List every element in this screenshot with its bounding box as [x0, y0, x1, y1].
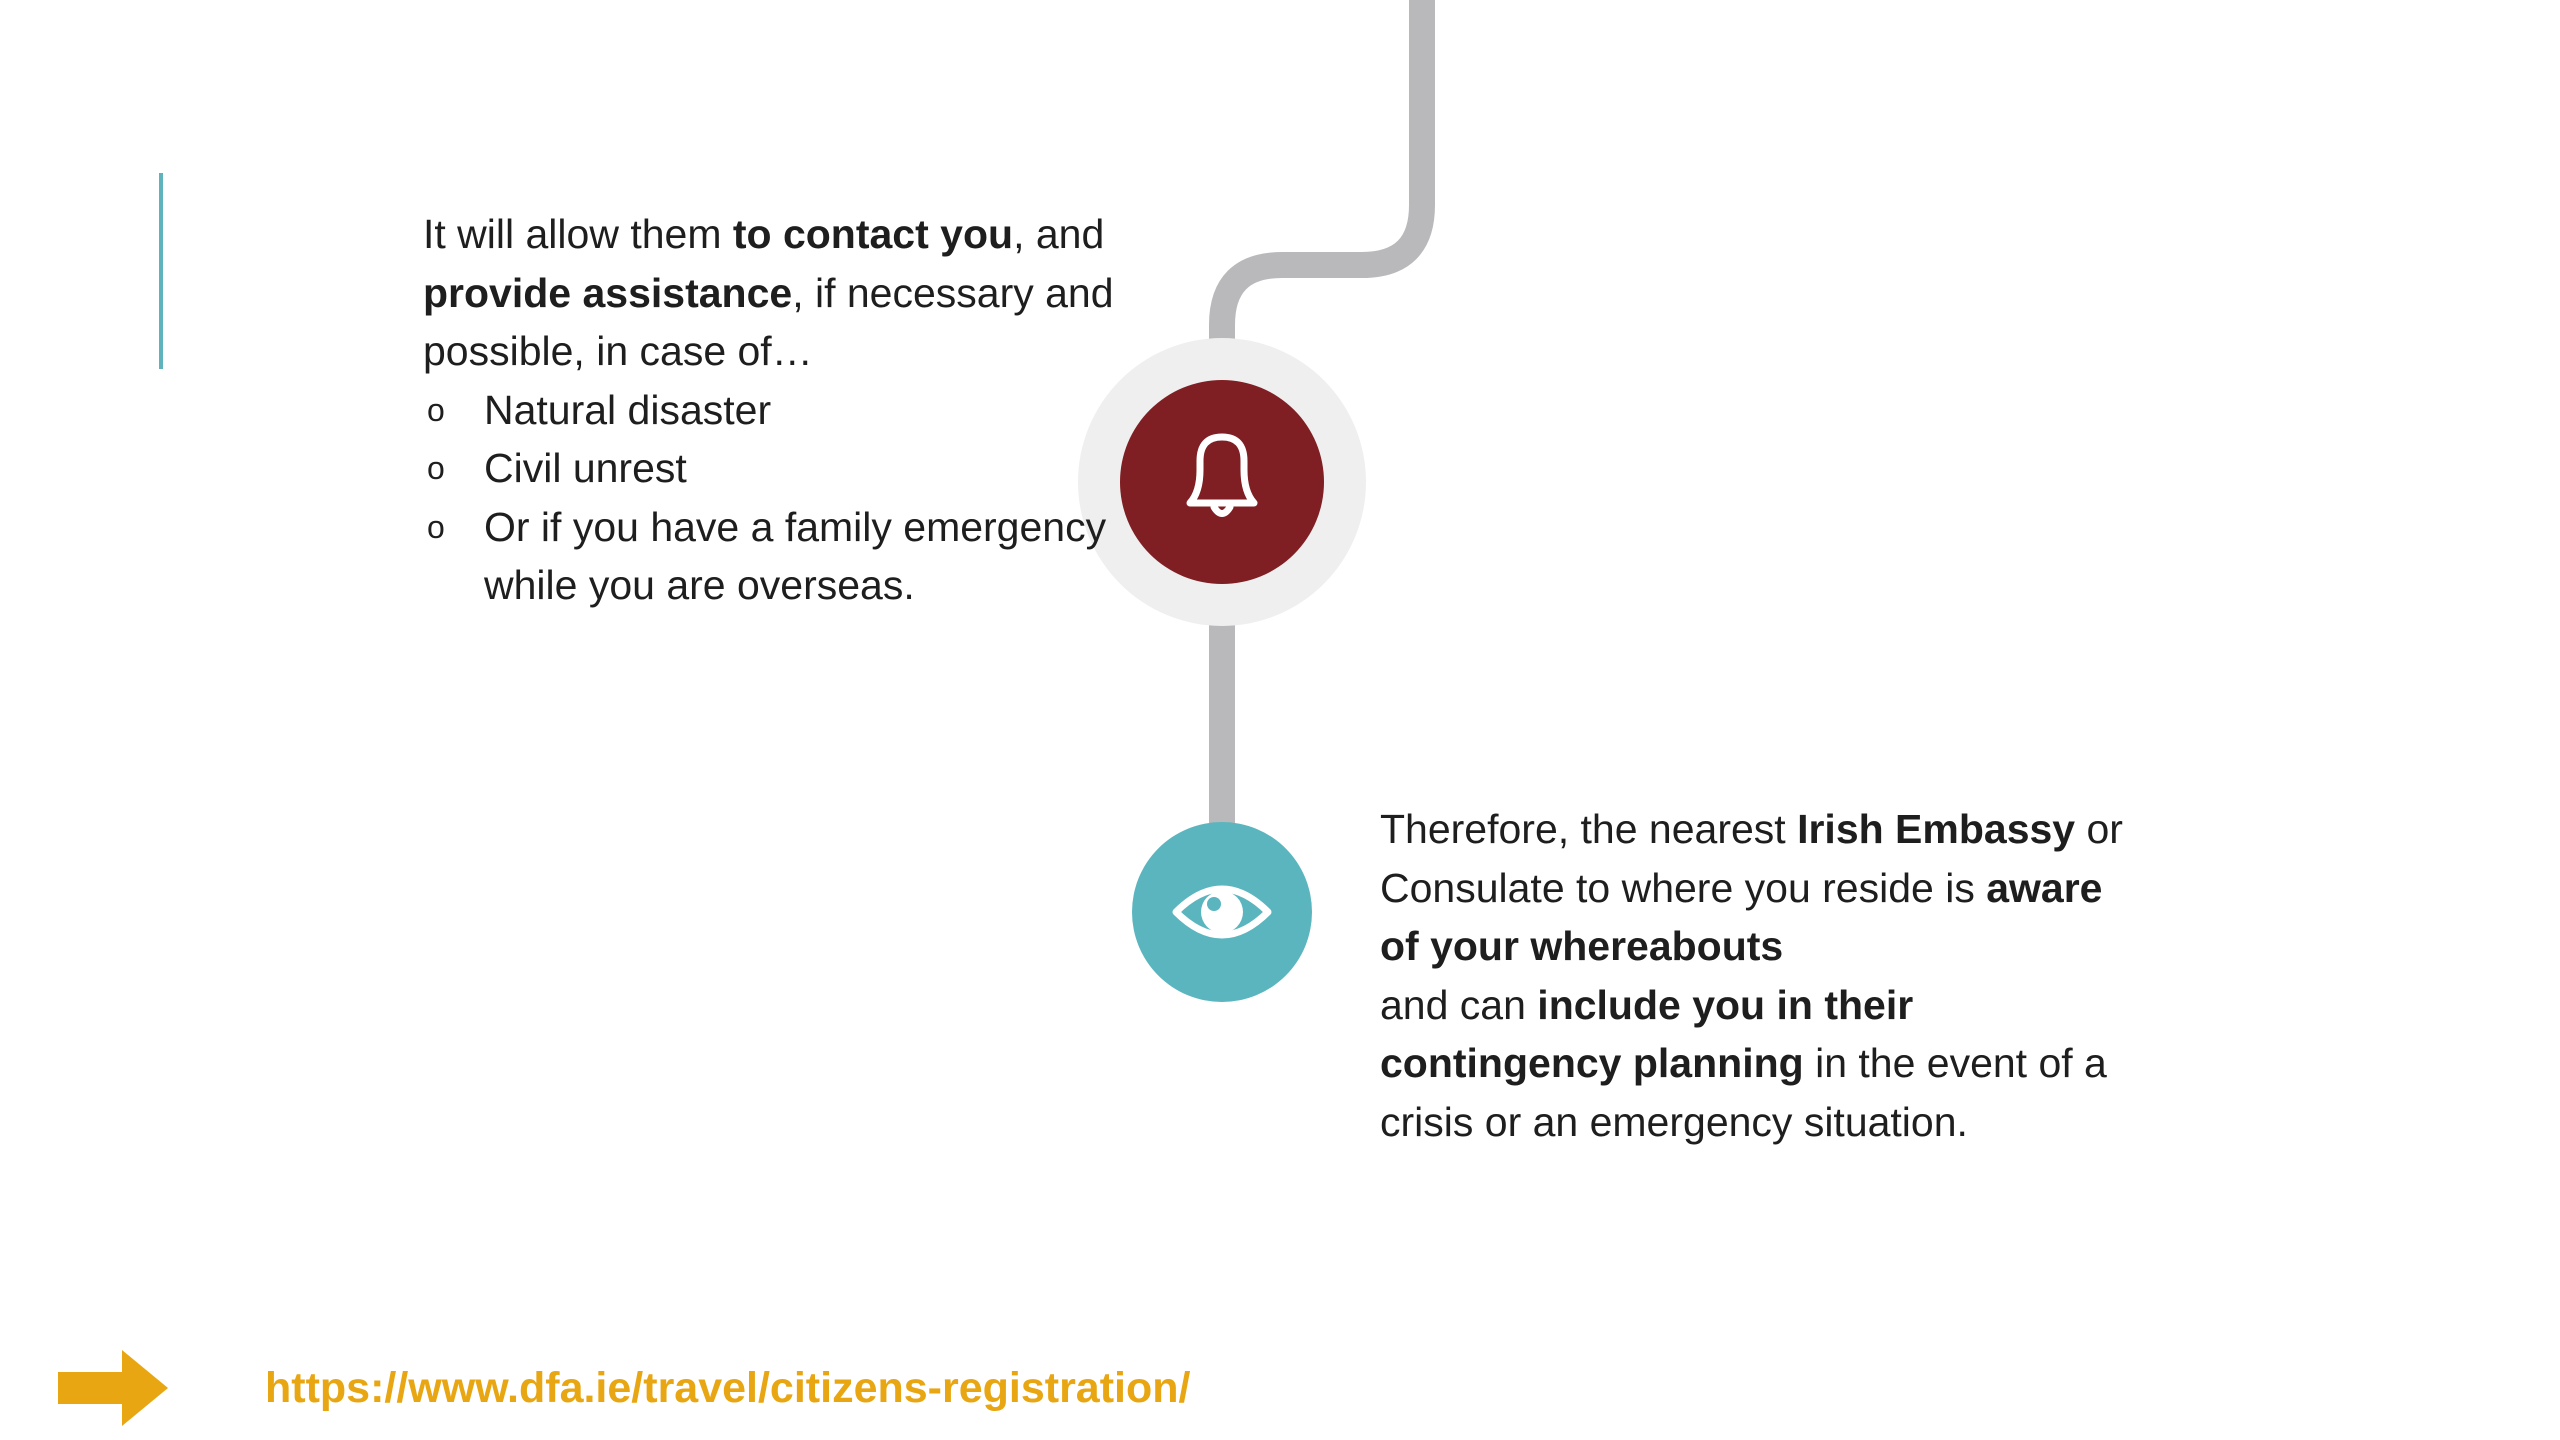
intro-text: , and [1013, 211, 1105, 257]
paragraph-bold-text: aware of your whereabouts [1380, 864, 2103, 969]
arrow-right-icon [58, 1350, 168, 1426]
emergency-situations-list [423, 381, 1183, 615]
paragraph-text: in the event of a crisis or an emergency situation. [1380, 1040, 2107, 1145]
embassy-awareness-text [1380, 800, 2140, 1151]
paragraph-text: Therefore, the nearest [1380, 806, 1798, 852]
list-item [423, 439, 1183, 498]
registration-benefits [423, 205, 1183, 615]
bullet-circle-icon: o [427, 450, 445, 486]
registration-link-row [58, 1350, 1190, 1426]
bullet-circle-icon: o [427, 508, 445, 545]
intro-bold-text: provide assistance [423, 269, 793, 316]
list-item-label: Civil unrest [484, 445, 687, 491]
timeline-connector-top [1222, 0, 1422, 380]
intro-bold-text: to contact you [732, 211, 1014, 257]
intro-text: It will allow them [423, 211, 733, 257]
list-item-label: Natural disaster [484, 386, 772, 433]
benefits-intro [423, 205, 1183, 381]
intro-text: , if necessary and possible, in case of… [423, 269, 1114, 374]
list-item [423, 498, 1183, 615]
list-item [423, 381, 1183, 440]
paragraph-bold-text: include you in their contingency planning [1380, 981, 1914, 1086]
paragraph-text: or Consulate to where you reside is [1380, 806, 2123, 911]
paragraph-bold-text: Irish Embassy [1797, 806, 2076, 852]
paragraph-text: and can [1380, 981, 1538, 1028]
list-item-label: Or if you have a family emergency while you are overseas. [484, 503, 1107, 608]
bullet-circle-icon: o [427, 391, 445, 428]
embassy-awareness [1380, 800, 2140, 1151]
citizens-registration-link[interactable]: https://www.dfa.ie/travel/citizens-registration/ [265, 1363, 1191, 1412]
